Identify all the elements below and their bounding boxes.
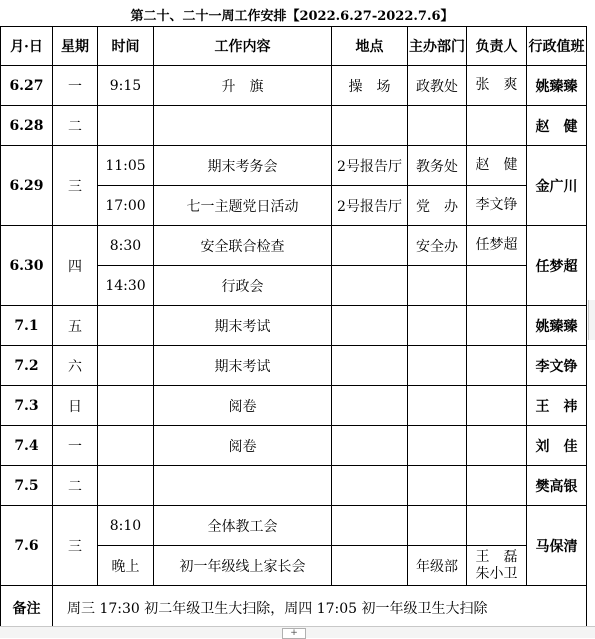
content-cell: 期末考试 [154,306,332,346]
duty-cell: 李文铮 [527,346,587,386]
table-row [1,346,587,386]
header-weekday: 星期 [53,27,98,66]
time-cell: 9:15 [98,66,154,106]
person-cell [467,186,527,226]
content-cell: 初一年级线上家长会 [154,546,332,586]
table-row [1,506,587,546]
person-cell [467,66,527,106]
person-name: 王 磊 [475,548,518,565]
place-cell [332,386,408,426]
time-cell [98,106,154,146]
person-cell [467,266,527,306]
content-cell: 安全联合检查 [154,226,332,266]
duty-cell: 金广川 [527,146,587,226]
duty-cell: 马保清 [527,506,587,586]
weekday-cell: 四 [53,226,98,306]
vertical-scrollbar[interactable] [588,300,595,340]
table-row [1,66,587,106]
weekday-cell: 三 [53,506,98,586]
person-name: 朱小卫 [475,565,518,582]
content-cell [154,466,332,506]
header-person: 负责人 [467,27,527,66]
table-row [1,146,587,186]
horizontal-scrollbar[interactable] [0,626,595,638]
dept-cell [408,466,467,506]
place-cell [332,466,408,506]
person-cell [467,426,527,466]
dept-cell [408,266,467,306]
time-cell [98,466,154,506]
content-cell: 阅卷 [154,426,332,466]
dept-cell: 教务处 [408,146,467,186]
date-cell: 7.1 [1,306,53,346]
person-cell [467,226,527,266]
date-cell: 7.6 [1,506,53,586]
person-cell [467,146,527,186]
header-place: 地点 [332,27,408,66]
weekday-cell: 一 [53,66,98,106]
place-cell: 2号报告厅 [332,146,408,186]
person-name: 赵 健 [475,157,518,173]
time-cell [98,426,154,466]
dept-cell [408,346,467,386]
duty-cell: 刘 佳 [527,426,587,466]
person-cell [467,346,527,386]
date-cell: 6.28 [1,106,53,146]
dept-cell: 政教处 [408,66,467,106]
time-cell: 11:05 [98,146,154,186]
weekday-cell: 五 [53,306,98,346]
person-cell [467,106,527,146]
content-cell: 期末考试 [154,346,332,386]
place-cell [332,346,408,386]
weekday-cell: 日 [53,386,98,426]
remarks-row [1,586,587,631]
person-cell [467,546,527,586]
dept-cell: 年级部 [408,546,467,586]
dept-cell [408,386,467,426]
weekday-cell: 六 [53,346,98,386]
table-row [1,306,587,346]
duty-cell: 王 祎 [527,386,587,426]
header-date: 月·日 [1,27,53,66]
person-name: 李文铮 [475,197,518,213]
duty-cell: 樊高银 [527,466,587,506]
dept-cell [408,506,467,546]
date-cell: 7.5 [1,466,53,506]
table-row [1,426,587,466]
date-cell: 6.30 [1,226,53,306]
time-cell: 晚上 [98,546,154,586]
time-cell [98,346,154,386]
person-cell [467,466,527,506]
schedule-table [0,26,587,631]
header-time: 时间 [98,27,154,66]
duty-cell: 任梦超 [527,226,587,306]
weekday-cell: 二 [53,466,98,506]
person-name: 任梦超 [475,237,518,253]
place-cell [332,546,408,586]
table-row [1,386,587,426]
place-cell [332,306,408,346]
place-cell [332,106,408,146]
content-cell: 升 旗 [154,66,332,106]
time-cell: 8:10 [98,506,154,546]
content-cell: 行政会 [154,266,332,306]
duty-cell: 姚臻臻 [527,306,587,346]
content-cell: 七一主题党日活动 [154,186,332,226]
content-cell: 期末考务会 [154,146,332,186]
duty-cell: 姚臻臻 [527,66,587,106]
person-cell [467,506,527,546]
schedule-body [1,27,587,631]
date-cell: 6.29 [1,146,53,226]
page-title: 第二十、二十一周工作安排【2022.6.27-2022.7.6】 [130,9,454,24]
person-cell [467,386,527,426]
weekday-cell: 三 [53,146,98,226]
dept-cell [408,426,467,466]
table-row [1,466,587,506]
weekday-cell: 一 [53,426,98,466]
date-cell: 7.4 [1,426,53,466]
content-cell: 阅卷 [154,386,332,426]
header-row [1,27,587,66]
duty-cell: 赵 健 [527,106,587,146]
place-cell [332,426,408,466]
place-cell: 2号报告厅 [332,186,408,226]
add-sheet-button[interactable]: + [282,628,306,639]
header-content: 工作内容 [154,27,332,66]
remarks-text: 周三 17:30 初二年级卫生大扫除，周四 17:05 初一年级卫生大扫除 [53,586,587,631]
date-cell: 7.3 [1,386,53,426]
dept-cell [408,106,467,146]
time-cell [98,386,154,426]
date-cell: 7.2 [1,346,53,386]
remarks-label: 备注 [1,586,53,631]
person-cell [467,306,527,346]
content-cell: 全体教工会 [154,506,332,546]
dept-cell: 安全办 [408,226,467,266]
table-row [1,106,587,146]
time-cell: 17:00 [98,186,154,226]
place-cell [332,506,408,546]
place-cell [332,226,408,266]
time-cell: 8:30 [98,226,154,266]
person-name: 张 爽 [475,77,518,93]
time-cell: 14:30 [98,266,154,306]
header-duty: 行政值班 [527,27,587,66]
dept-cell [408,306,467,346]
dept-cell: 党 办 [408,186,467,226]
header-dept: 主办部门 [408,27,467,66]
content-cell [154,106,332,146]
place-cell: 操 场 [332,66,408,106]
date-cell: 6.27 [1,66,53,106]
place-cell [332,266,408,306]
table-row [1,226,587,266]
weekday-cell: 二 [53,106,98,146]
time-cell [98,306,154,346]
